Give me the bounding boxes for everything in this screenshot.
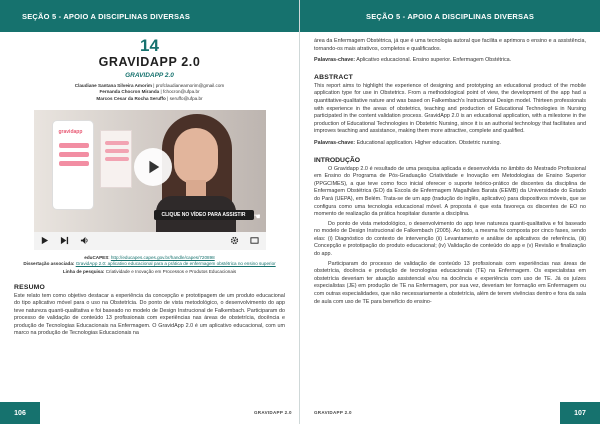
page-number: 107 <box>560 402 600 424</box>
keywords-label: Palavras-chave: <box>314 139 356 146</box>
chapter-number: 14 <box>140 36 159 55</box>
gear-icon <box>230 236 239 245</box>
resumo-heading: RESUMO <box>14 283 46 291</box>
skip-control[interactable] <box>60 236 70 246</box>
chapter-subtitle: GRAVIDAPP 2.0 <box>125 72 174 79</box>
volume-icon <box>80 236 89 245</box>
chapter-title: GRAVIDAPP 2.0 <box>98 55 201 69</box>
play-control[interactable] <box>40 236 50 246</box>
intro-paragraph: O Gravidapp 2.0 é resultado de uma pesquisa aplicada e desenvolvida no âmbito do Mestrado Profissional em Ensino do Programa de Pós-Graduação Criatividade e Inovação em Metodologias de Ensino Superior (PPGCIMES), a que teve como foco inicial oferecer o suporte teórico-prático de discentes da disciplina de Enfermagem Obstétrica (EO) da Escola de Enfermagem Magalhães Barata (EEMB) da Universidade do Estado do Pará (UEPA), em Belém. Trata-se de um app (tradução do inglês, aplicativo) para dispositivos móveis, que se configura como uma tecnologia educacional móvel. A proposta é que esta favoreça os discentes de EO no momento de realização da prática hospitalar durante a disciplina. <box>314 165 586 218</box>
video-player[interactable] <box>34 110 266 250</box>
watch-video-button[interactable]: CLIQUE NO VÍDEO PARA ASSISTIR <box>154 210 254 220</box>
right-page <box>300 0 600 424</box>
dissertation-label: Dissertação associada: <box>23 261 75 267</box>
video-controls <box>34 232 266 250</box>
dissertation-line <box>0 261 299 267</box>
dissertation-link[interactable]: GravidApp 2.0: aplicativo educacional para a prática de enfermagem obstétrica no ensino superior <box>75 261 276 267</box>
author-line <box>0 96 299 102</box>
keywords-text: Educational application. Higher education. Obstetric nursing. <box>356 139 501 146</box>
author-email: | seruffo@ufpa.br <box>167 95 203 101</box>
skip-next-icon <box>60 236 69 245</box>
page-number: 106 <box>0 402 40 424</box>
banner-item <box>105 157 129 161</box>
section-header: SEÇÃO 5 - APOIO A DISCIPLINAS DIVERSAS <box>0 0 299 32</box>
author-list <box>0 83 299 102</box>
volume-control[interactable] <box>80 236 90 246</box>
intro-paragraph: Participaram do processo de validação de conteúdo 13 profissionais com experiências nas áreas de obstetrícia, docência e produção de tecnologias educacionais (TE) na Enfermagem. Os especialistas em obstetrícia deveriam ter atuação assistencial e/ou na docência e experiência com uso de TE. Já os juízes especialistas (JE) em produção de TE na Enfermagem, por sua vez, deveriam ter formação em Enfermagem ou com outras especialidades, que não necessariamente a obstetrícia, além de terem vivências dentro e fora da sala de aula com uso de TE para benefício do ensino- <box>314 260 586 305</box>
phone-button <box>59 143 89 148</box>
section-header: SEÇÃO 5 - APOIO A DISCIPLINAS DIVERSAS <box>300 0 600 32</box>
educapes-line: eduCAPES: http://educapes.capes.gov.br/handle/capes/720898 <box>84 254 215 260</box>
palavras-text: Aplicativo educacional. Ensino superior. Enfermagem Obstétrica. <box>356 57 512 64</box>
play-icon <box>144 158 162 176</box>
phone-button <box>59 152 89 157</box>
phone-button <box>59 161 89 166</box>
research-line <box>0 269 299 275</box>
page-footer <box>0 402 300 424</box>
resumo-continuation: área da Enfermagem Obstétrica, já que é uma tecnologia autoral que facilita e aprimora o ensino e a assistência, tornando-os mais atrativos, completos e qualificados. <box>314 38 586 52</box>
settings-control[interactable] <box>230 236 240 246</box>
author-name: Marcos Cesar da Rocha Seruffo <box>96 95 166 101</box>
banner-item <box>105 149 129 153</box>
keywords <box>314 140 586 148</box>
footer-brand: GRAVIDAPP 2.0 <box>254 410 292 415</box>
fullscreen-icon <box>250 236 259 245</box>
video-metadata <box>0 255 299 276</box>
play-icon <box>40 236 49 245</box>
banner-mockup <box>100 130 132 188</box>
page-footer <box>300 402 600 424</box>
palavras-chave <box>314 57 586 65</box>
author-email: | profclaudianeamorim@gmail.com <box>153 83 225 88</box>
pointer-hand-icon: ☚ <box>253 211 261 221</box>
play-button[interactable] <box>134 148 172 186</box>
research-text: Criatividade e Inovação em Processos e Produtos Educacionais <box>105 269 237 275</box>
research-label: Linha de pesquisa: <box>62 269 105 275</box>
fullscreen-control[interactable] <box>250 236 260 246</box>
educapes-label: eduCAPES <box>84 254 109 260</box>
introduction-heading: INTRODUÇÃO <box>314 156 361 164</box>
author-email: | fchocron@ufpa.br <box>160 89 200 95</box>
resumo-text: Este relato tem como objetivo destacar a experiência da concepção e prototipagem de um produto educacional do tipo aplicativo móvel para o uso na Obstetrícia. Do ponto de vista metodológico, o desenvolvimento do app teve natureza quanti-qualitativa e foi baseado no modelo de Design Instrucional de Falkembach. Participaram do processo de validação de conteúdo 13 profissionais com experiências nas áreas de obstetrícia, docência e produção de Tecnologias Educacionais na Enfermagem. O GravidApp 2.0 é um aplicativo educacional, com um marco na produção de Tecnologias Educacionais na <box>14 292 285 337</box>
app-logo: gravidapp <box>58 128 83 135</box>
author-name: Claudiane Santana Silveira Amorim <box>74 83 152 88</box>
educapes-link[interactable]: http://educapes.capes.gov.br/handle/capes/720898 <box>110 254 215 260</box>
palavras-label: Palavras-chave: <box>314 57 356 64</box>
abstract-heading: ABSTRACT <box>314 73 353 81</box>
intro-paragraph: Do ponto de vista metodológico, o desenvolvimento do app teve natureza quanti-qualitativa e foi baseado no modelo de Design Instrucional de Falkembach (2005). Ao todo, a mesma foi composta por cinco fases, sendo elas: (i) Diagnóstico do contexto de intervenção (ii) Levantamento e análise de aplicativos de referência, (iii) Concepção e prototipação do produto educacional; (iv) Validação de conteúdo do app e (v) Revisão e finalização do app. <box>314 220 586 258</box>
presenter-face <box>174 128 218 184</box>
banner-item <box>105 141 129 145</box>
phone-mockup <box>52 120 94 210</box>
right-body <box>300 32 600 306</box>
footer-brand: GRAVIDAPP 2.0 <box>314 410 352 415</box>
abstract-text: This report aims to highlight the experience of designing and prototyping an educational product of the mobile application type for use in Obstetrics. From a methodological point of view, the development of the app had a quantitative-qualitative nature and was based on Falkembach's Instructional Design model. Thirteen professionals with experience in the areas of obstetrics, teaching and production of Educational Technologies in Nursing participated in the content validation process. GravidApp 2.0 is an educational application, with a milestone in the production of Educational Technologies in Obstetric Nursing, since it is an authorial technology that facilitates and improves teaching and assistance, making them more attractive, complete and qualified. <box>314 82 586 135</box>
author-name: Fernanda Chocron Miranda <box>99 89 160 95</box>
